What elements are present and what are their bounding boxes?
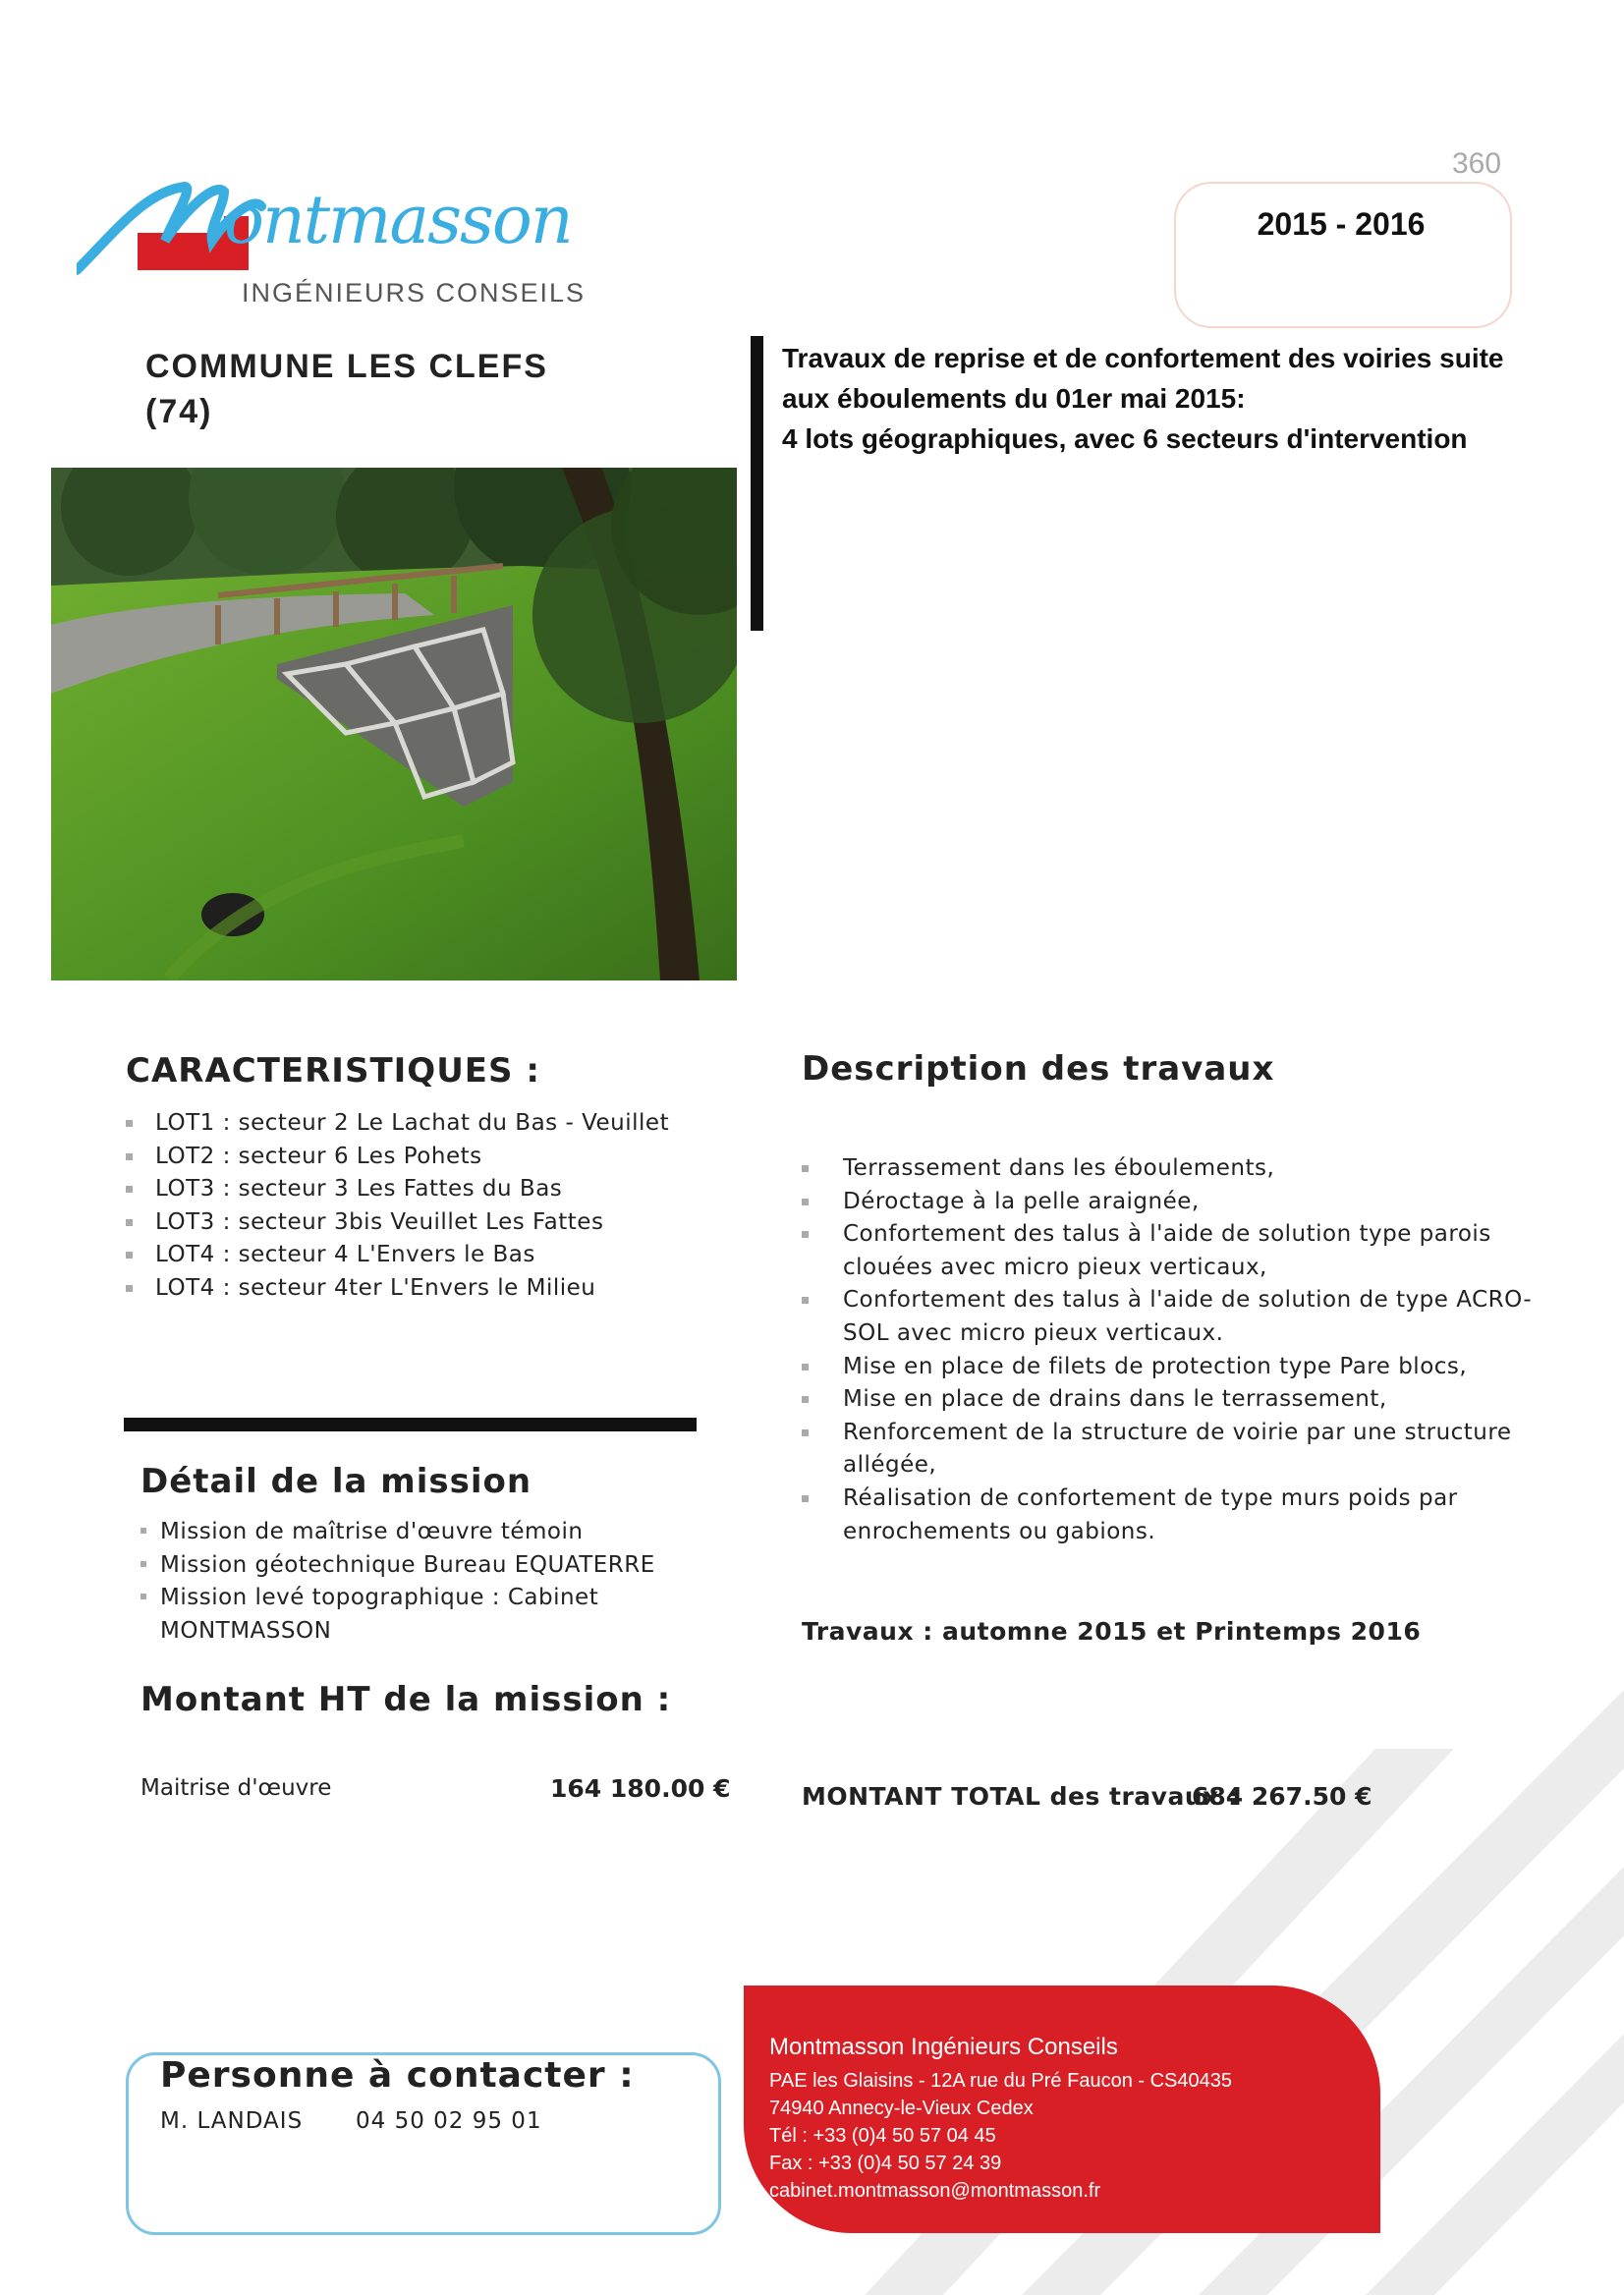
list-item: Mission levé topographique : Cabinet MONTMASSON [140,1582,730,1648]
logo-wordmark [77,172,666,280]
list-item: Déroctage à la pelle araignée, [802,1186,1568,1219]
bullet-icon [802,1297,809,1304]
works-dates: Travaux : automne 2015 et Printemps 2016 [802,1617,1422,1646]
project-photo [51,468,737,980]
bullet-icon [126,1186,133,1193]
bullet-icon [802,1165,809,1172]
company-address-line: PAE les Glaisins - 12A rue du Pré Faucon - CS40435 [769,2070,1232,2092]
page-number: 360 [1452,147,1502,180]
list-item: Mise en place de filets de protection type Pare blocs, [802,1351,1568,1384]
mission-list [140,1516,730,1648]
bullet-icon [126,1219,133,1226]
maitrise-amount: 164 180.00 € [550,1774,731,1803]
bullet-icon [802,1429,809,1436]
list-item: Renforcement de la structure de voirie par une structure allégée, [802,1417,1568,1483]
list-item: LOT4 : secteur 4ter L'Envers le Milieu [126,1272,696,1306]
list-item: LOT4 : secteur 4 L'Envers le Bas [126,1239,696,1272]
commune-line-2: (74) [145,393,213,430]
description-title: Description des travaux [802,1049,1275,1089]
bullet-icon [802,1495,809,1502]
list-item: Réalisation de confortement de type murs poids par enrochements ou gabions. [802,1483,1568,1548]
bullet-icon [802,1231,809,1238]
mission-title: Détail de la mission [140,1462,532,1501]
bullet-icon [140,1594,146,1599]
year-label: 2015 - 2016 [1257,206,1426,242]
maitrise-label: Maitrise d'œuvre [140,1775,332,1801]
caracteristiques-list [126,1107,696,1306]
list-item: LOT3 : secteur 3 Les Fattes du Bas [126,1173,696,1206]
contact-phone: 04 50 02 95 01 [356,2108,542,2134]
bullet-icon [802,1396,809,1403]
project-title-line-1: Travaux de reprise et de confortement des voiries suite [782,343,1504,373]
bullet-icon [126,1285,133,1292]
logo-subtitle: INGÉNIEURS CONSEILS [242,278,587,308]
description-list [802,1152,1568,1548]
section-divider [124,1418,697,1431]
svg-text:ontmasson: ontmasson [224,182,572,259]
bullet-icon [126,1153,133,1160]
bullet-icon [802,1364,809,1371]
list-item: Mission de maîtrise d'œuvre témoin [140,1516,730,1549]
company-logo [77,172,666,319]
commune-name [145,344,548,434]
year-box [1174,182,1512,328]
company-name: Montmasson Ingénieurs Conseils [769,2034,1118,2060]
contact-title: Personne à contacter : [160,2055,635,2096]
project-title-line-2: aux éboulements du 01er mai 2015: [782,383,1246,414]
contact-name: M. LANDAIS [160,2108,304,2134]
company-tel: Tél : +33 (0)4 50 57 04 45 [769,2125,996,2147]
bullet-icon [140,1528,146,1534]
list-item: LOT2 : secteur 6 Les Pohets [126,1141,696,1174]
list-item: Terrassement dans les éboulements, [802,1152,1568,1186]
bullet-icon [802,1199,809,1205]
list-item: Confortement des talus à l'aide de solution type parois clouées avec micro pieux verticaux, [802,1218,1568,1284]
bullet-icon [126,1252,133,1259]
bullet-icon [140,1561,146,1567]
project-title [782,338,1548,459]
total-label: MONTANT TOTAL des travaux : [802,1782,1239,1811]
company-fax: Fax : +33 (0)4 50 57 24 39 [769,2153,1002,2174]
title-accent-bar [751,336,763,631]
project-title-line-3: 4 lots géographiques, avec 6 secteurs d'intervention [782,423,1468,454]
total-amount: 684 267.50 € [1192,1782,1372,1811]
company-city-line: 74940 Annecy-le-Vieux Cedex [769,2098,1034,2119]
commune-line-1: COMMUNE LES CLEFS [145,348,548,385]
list-item: Confortement des talus à l'aide de solution de type ACRO-SOL avec micro pieux verticaux. [802,1284,1568,1350]
list-item: Mise en place de drains dans le terrassement, [802,1383,1568,1417]
list-item: LOT1 : secteur 2 Le Lachat du Bas - Veuillet [126,1107,696,1141]
montant-title: Montant HT de la mission : [140,1680,672,1719]
caracteristiques-title: CARACTERISTIQUES : [126,1051,540,1091]
list-item: LOT3 : secteur 3bis Veuillet Les Fattes [126,1206,696,1240]
company-email-link[interactable]: cabinet.montmasson@montmasson.fr [769,2180,1101,2202]
list-item: Mission géotechnique Bureau EQUATERRE [140,1549,730,1583]
bullet-icon [126,1120,133,1127]
